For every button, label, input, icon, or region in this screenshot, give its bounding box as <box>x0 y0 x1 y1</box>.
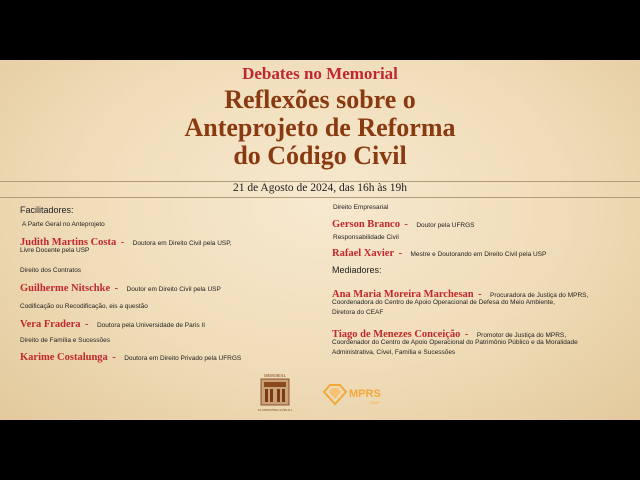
speaker-entry: Karime Costalunga - Doutora em Direito Privado pela UFRGS <box>20 352 242 363</box>
speaker-name: Guilherme Nitschke <box>20 283 111 294</box>
topic-label: Direito Empresarial <box>333 204 389 211</box>
title-line-1: Reflexões sobre o <box>224 85 416 114</box>
topic-label: Direito dos Contratos <box>20 267 82 274</box>
right-column <box>330 60 640 372</box>
speaker-credentials: Doutor em Direito Civil pela USP <box>126 286 221 293</box>
mprs-logo-sub: CEAF <box>369 400 380 405</box>
speaker-entry: Rafael Xavier - Mestre e Doutorando em Direito Civil pela USP <box>332 248 547 259</box>
mediator-credentials: Promotor de Justiça do MPRS, <box>476 332 567 339</box>
speaker-name: Judith Martins Costa <box>20 237 117 248</box>
speaker-name: Gerson Branco <box>332 219 400 230</box>
speaker-name: Karime Costalunga <box>20 352 108 363</box>
mediator-credentials: Procuradora de Justiça do MPRS, <box>490 292 589 299</box>
mediator-credentials-2: Coordenadora do Centro de Apoio Operacional de Defesa do Meio Ambiente, <box>332 299 555 306</box>
mediator-name: Tiago de Menezes Conceição <box>332 329 461 340</box>
topic-label: Codificação ou Recodificação, eis a questão <box>20 303 148 310</box>
mprs-logo <box>322 382 392 408</box>
mediator-entry: Tiago de Menezes Conceição - Promotor de Justiça do MPRS, <box>332 329 567 340</box>
speaker-entry: Judith Martins Costa - Doutora em Direito Civil pela USP, <box>20 237 232 248</box>
speaker-credentials: Doutor pela UFRGS <box>416 222 475 229</box>
memorial-logo-bottom: DO MINISTÉRIO PÚBLICO <box>258 408 292 412</box>
facilitators-heading: Facilitadores: <box>20 205 74 215</box>
mediators-heading: Mediadores: <box>332 265 382 275</box>
speaker-name: Vera Fradera <box>20 319 81 330</box>
event-date: 21 de Agosto de 2024, das 16h às 19h <box>232 182 408 194</box>
event-series: Debates no Memorial <box>242 64 398 83</box>
speaker-entry: Guilherme Nitschke - Doutor em Direito Civil pela USP <box>20 283 221 294</box>
memorial-logo-top: MEMORIAL <box>264 373 286 378</box>
title-line-3: do Código Civil <box>233 141 407 170</box>
speaker-credentials: Doutora em Direito Civil pela USP, <box>132 240 232 247</box>
mediator-credentials-2: Coordenador do Centro de Apoio Operacional do Patrimônio Público e da Moralidade <box>332 339 578 346</box>
speaker-entry: Gerson Branco - Doutor pela UFRGS <box>332 219 475 230</box>
speaker-credentials: Mestre e Doutorando em Direito Civil pela USP <box>410 251 547 258</box>
speaker-credentials-2: Livre Docente pela USP <box>20 247 90 254</box>
title-line-2: Anteprojeto de Reforma <box>184 113 456 142</box>
speaker-credentials: Doutora em Direito Privado pela UFRGS <box>124 355 242 362</box>
topic-label: A Parte Geral no Anteprojeto <box>22 221 105 228</box>
mediator-entry: Ana Maria Moreira Marchesan - Procuradora de Justiça do MPRS, <box>332 289 589 300</box>
speaker-credentials: Doutora pela Universidade de Paris II <box>96 322 205 329</box>
memorial-logo <box>258 372 292 418</box>
mediator-name: Ana Maria Moreira Marchesan <box>332 289 474 300</box>
speaker-entry: Vera Fradera - Doutora pela Universidade de Paris II <box>20 319 205 330</box>
topic-label: Responsabilidade Civil <box>333 234 399 241</box>
mediator-credentials-3: Diretora do CEAF <box>332 309 384 316</box>
logos-bar <box>0 372 640 418</box>
event-poster <box>0 60 640 420</box>
topic-label: Direito de Família e Sucessões <box>20 337 110 344</box>
speaker-name: Rafael Xavier <box>332 248 395 259</box>
mediator-credentials-3: Administrativa, Cível, Família e Sucessões <box>332 349 456 356</box>
facilitators-column <box>0 60 330 372</box>
mprs-logo-text: MPRS <box>349 388 381 400</box>
